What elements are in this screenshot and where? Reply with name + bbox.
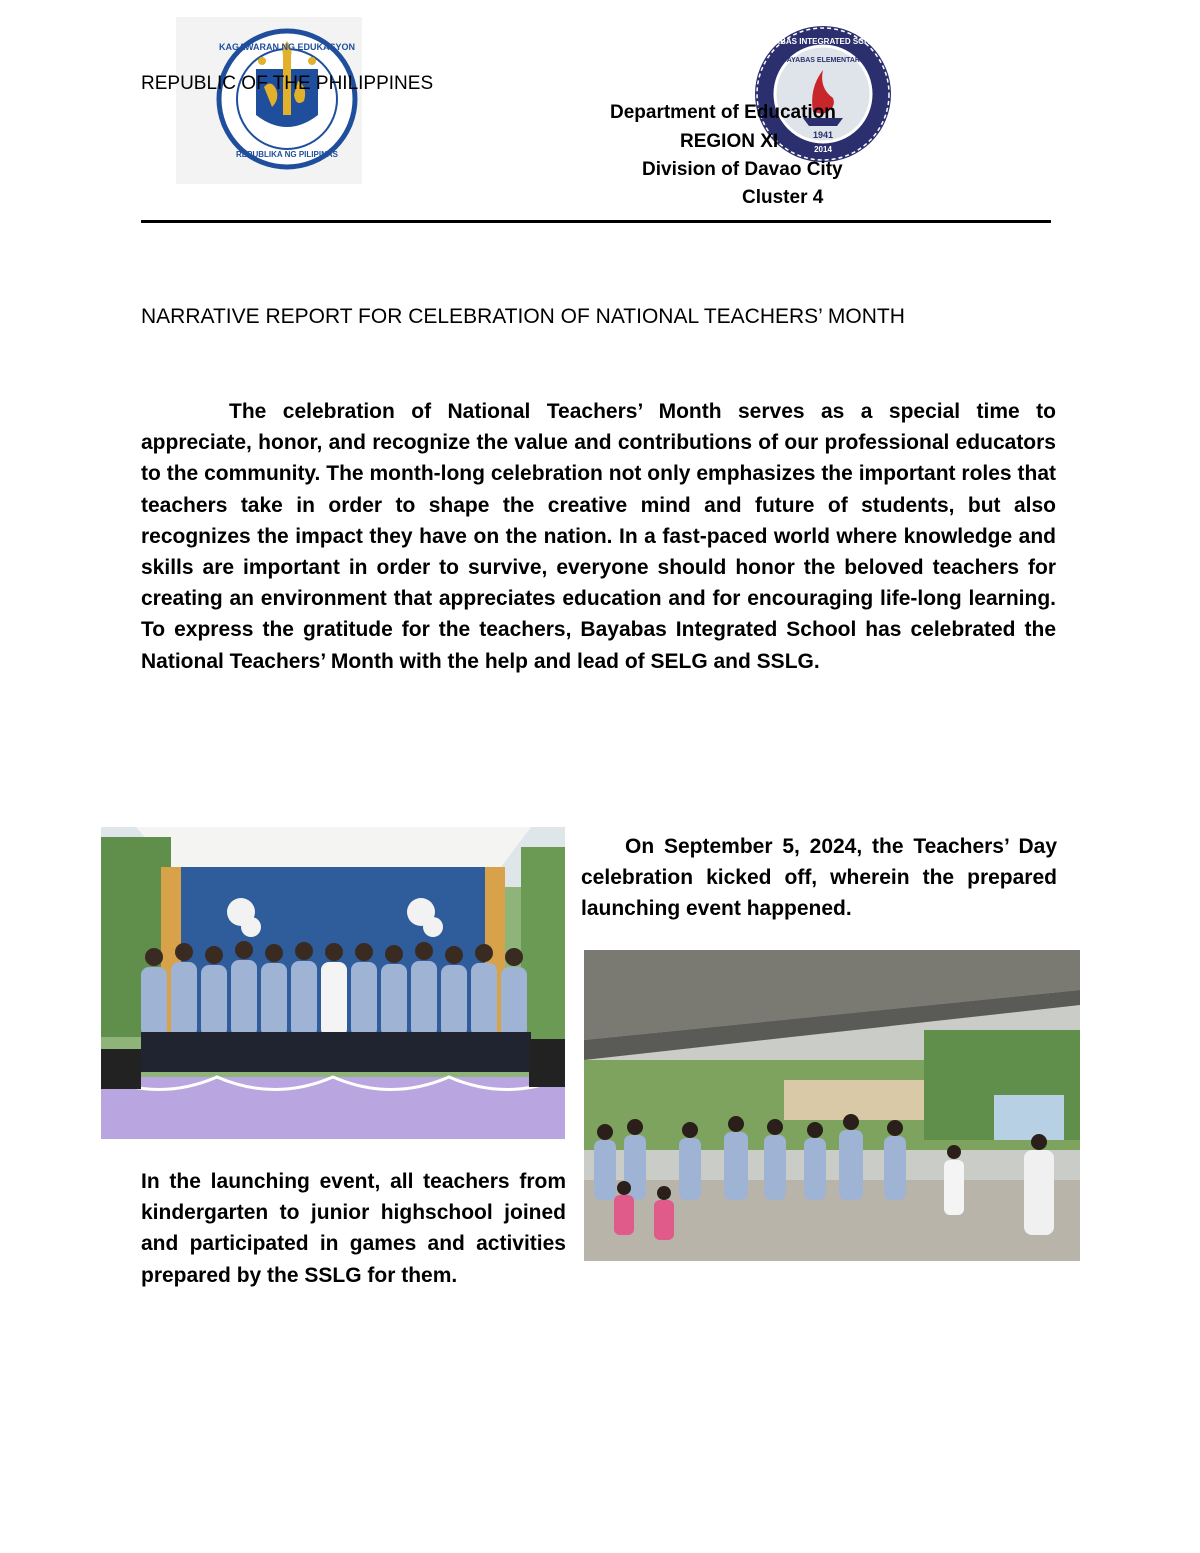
cluster-heading: Cluster 4 xyxy=(742,187,824,208)
group-photo xyxy=(101,827,565,1139)
deped-logo xyxy=(176,17,362,184)
header-divider xyxy=(141,220,1051,223)
report-title: NARRATIVE REPORT FOR CELEBRATION OF NATIONAL TEACHERS’ MONTH xyxy=(141,305,905,328)
region-heading: REGION XI xyxy=(680,131,779,152)
deped-seal-top-text: KAGAWARAN NG EDUKASYON xyxy=(218,42,356,52)
division-heading: Division of Davao City xyxy=(642,159,843,180)
school-seal-top-text: BAYABAS INTEGRATED SCHOOL xyxy=(758,37,888,46)
activities-paragraph: In the launching event, all teachers from kindergarten to junior highschool joined and participated in games and activities prepared by the SSLG for them. xyxy=(141,1170,566,1287)
school-seal-inner-text: BAYABAS ELEMENTARY xyxy=(781,57,865,64)
republic-heading: REPUBLIC OF THE PHILIPPINES xyxy=(141,73,434,94)
school-seal-year2: 2014 xyxy=(814,145,832,154)
department-heading: Department of Education xyxy=(610,102,836,123)
school-seal-year: 1941 xyxy=(812,130,834,140)
dance-photo xyxy=(584,950,1080,1261)
launch-paragraph: On September 5, 2024, the Teachers’ Day celebration kicked off, wherein the prepared launching event happened. xyxy=(581,835,1057,921)
intro-paragraph: The celebration of National Teachers’ Month serves as a special time to appreciate, honor, and recognize the value and contributions of our professional educators to the community. The month-long celebration not only emphasizes the important roles that teachers take in order to shape the creative mind and future of students, but also recognizes the impact they have on the nation. In a fast-paced world where knowledge and skills are important in order to survive, everyone should honor the beloved teachers for creating an environment that appreciates education and for encouraging life-long learning. To express the gratitude for the teachers, Bayabas Integrated School has celebrated the National Teachers’ Month with the help and lead of SELG and SSLG. xyxy=(141,400,1056,673)
deped-seal-bottom-text: REPUBLIKA NG PILIPINAS xyxy=(236,150,338,159)
